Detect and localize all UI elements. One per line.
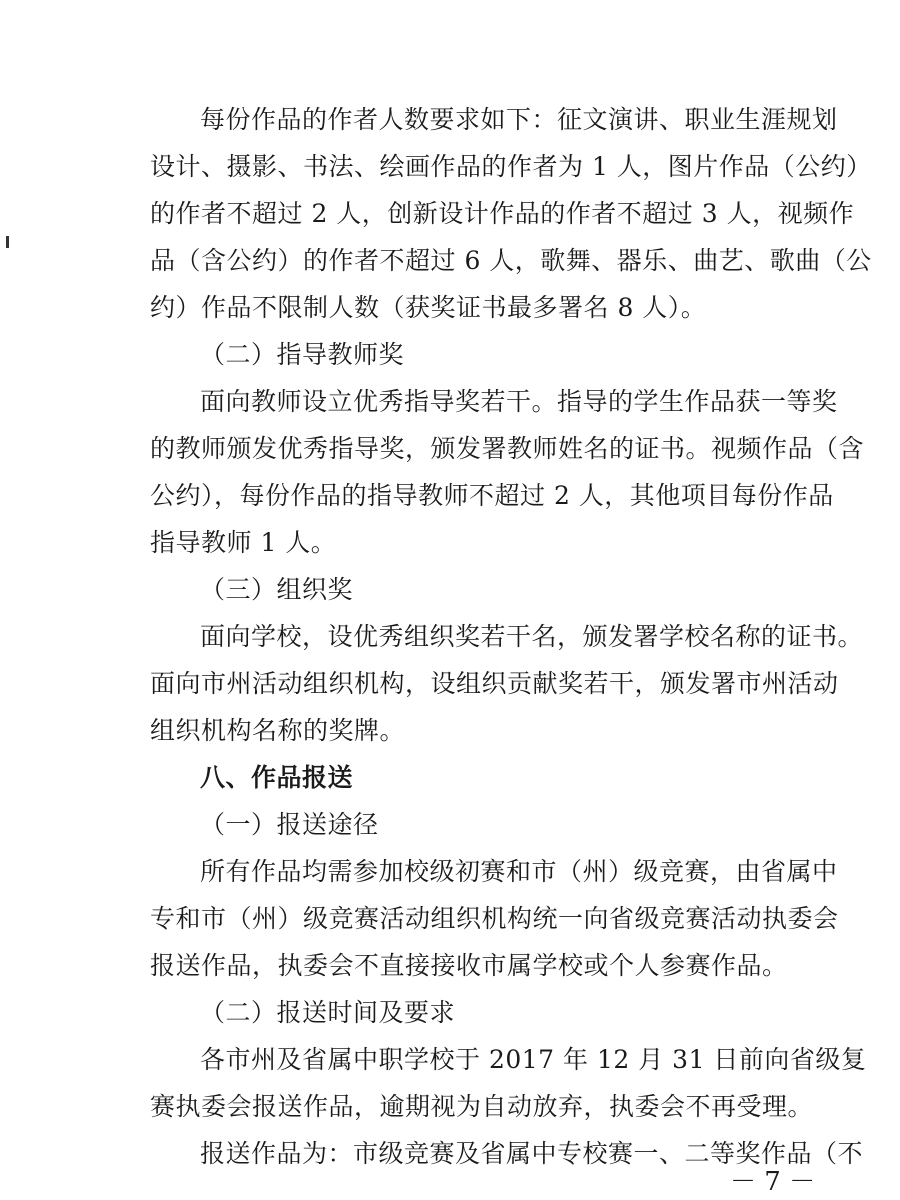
paragraph-line: 组织机构名称的奖牌。 <box>150 716 406 745</box>
paragraph-line: 报送作品为：市级竞赛及省属中专校赛一、二等奖作品（不 <box>200 1139 864 1168</box>
paragraph-line: 所有作品均需参加校级初赛和市（州）级竞赛，由省属中 <box>200 857 838 886</box>
section-heading: （二）指导教师奖 <box>200 340 405 369</box>
paragraph-line: 面向教师设立优秀指导奖若干。指导的学生作品获一等奖 <box>200 387 838 416</box>
paragraph-line: 公约），每份作品的指导教师不超过 2 人，其他项目每份作品 <box>150 481 834 510</box>
paragraph-line: 赛执委会报送作品，逾期视为自动放弃，执委会不再受理。 <box>150 1092 814 1121</box>
paragraph-line: 每份作品的作者人数要求如下：征文演讲、职业生涯规划 <box>200 105 838 134</box>
chapter-heading: 八、作品报送 <box>200 763 354 792</box>
paragraph-line: 各市州及省属中职学校于 2017 年 12 月 31 日前向省级复 <box>200 1045 867 1074</box>
section-heading: （一）报送途径 <box>200 810 379 839</box>
paragraph-line: 指导教师 1 人。 <box>150 528 337 557</box>
paragraph-line: 面向学校，设优秀组织奖若干名，颁发署学校名称的证书。 <box>200 622 864 651</box>
paragraph-line: 品（含公约）的作者不超过 6 人，歌舞、器乐、曲艺、歌曲（公 <box>150 246 872 275</box>
page-number: － 7 － <box>730 1167 816 1197</box>
section-heading: （三）组织奖 <box>200 575 354 604</box>
paragraph-line: 专和市（州）级竞赛活动组织机构统一向省级竞赛活动执委会 <box>150 904 839 933</box>
paragraph-line: 的作者不超过 2 人，创新设计作品的作者不超过 3 人，视频作 <box>150 199 855 228</box>
binding-mark <box>6 236 9 248</box>
paragraph-line: 的教师颁发优秀指导奖，颁发署教师姓名的证书。视频作品（含 <box>150 434 865 463</box>
paragraph-line: 约）作品不限制人数（获奖证书最多署名 8 人）。 <box>150 293 707 322</box>
paragraph-line: 面向市州活动组织机构，设组织贡献奖若干，颁发署市州活动 <box>150 669 839 698</box>
section-heading: （二）报送时间及要求 <box>200 998 456 1027</box>
paragraph-line: 报送作品，执委会不直接接收市属学校或个人参赛作品。 <box>150 951 788 980</box>
paragraph-line: 设计、摄影、书法、绘画作品的作者为 1 人，图片作品（公约） <box>150 152 872 181</box>
